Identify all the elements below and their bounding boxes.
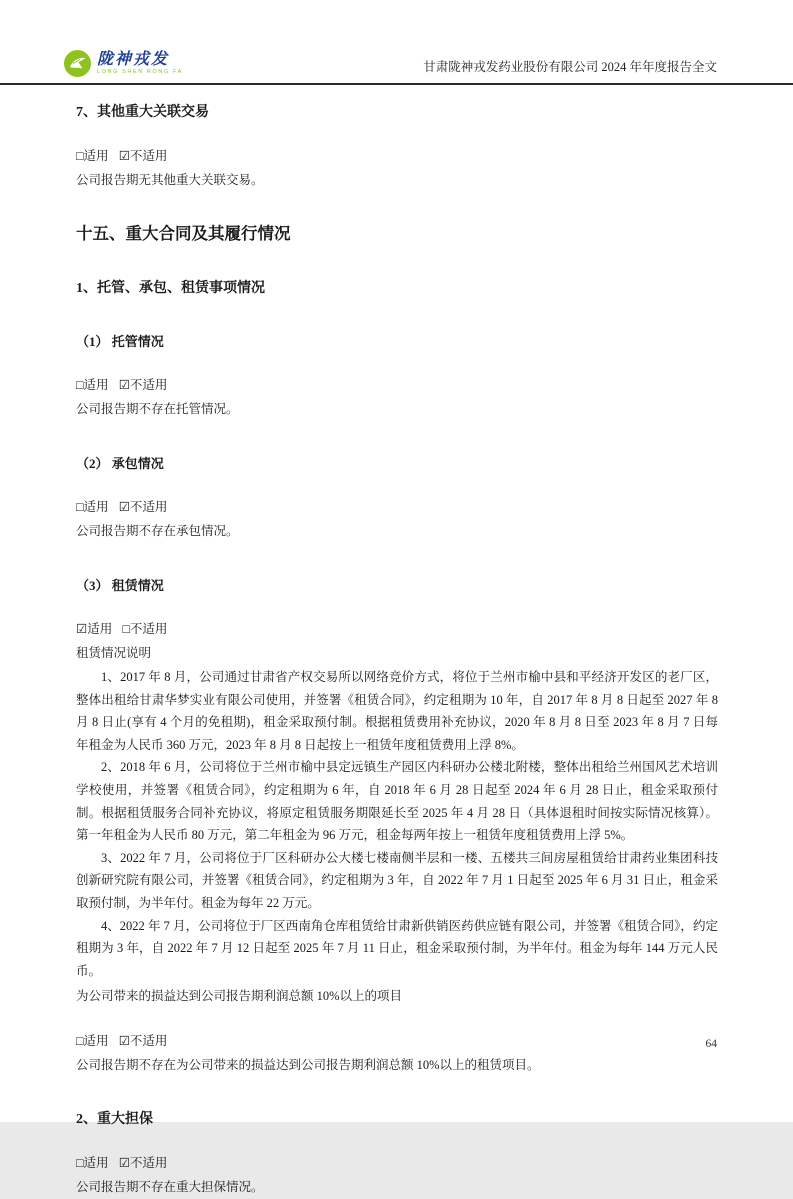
not-applicable-checkbox-label: ☑不适用	[118, 500, 168, 514]
not-applicable-checkbox-label: ☑不适用	[118, 1034, 168, 1049]
company-logo	[64, 50, 183, 83]
paragraph: 公司报告期不存在为公司带来的损益达到公司报告期利润总额 10%以上的租赁项目。	[76, 1058, 540, 1073]
paragraph: 公司报告期不存在托管情况。	[76, 402, 239, 416]
lease-item-2-paragraph: 2、2018 年 6 月，公司将位于兰州市榆中县定远镇生产园区内科研办公楼北附楼，整体出租给兰州国风艺术培训学校使用，并签署《租赁合同》，约定租期为 6 年，自 2018 年 6 月 28 日起至 2024 年 6 月 28 日止，租金采取预付制。根据租赁服务合同补充协议，将原定租赁服务期限延长至 2025 年 4 月 28 日（具体退租时间按实际情况核算）。第一年租金为人民币 80 万元，第二年租金为 96 万元，租金每两年按上一租赁年度租赁费用上浮 5%。	[76, 760, 718, 843]
not-applicable-checkbox-label: ☑不适用	[118, 149, 168, 163]
profit-threshold-note: 为公司带来的损益达到公司报告期利润总额 10%以上的项目	[76, 989, 403, 1004]
chapter-heading-major-contracts: 十五、重大合同及其履行情况	[76, 224, 291, 243]
lease-item-1-paragraph: 1、2017 年 8 月，公司通过甘肃省产权交易所以网络竞价方式，将位于兰州市榆中县和平经济开发区的老厂区，整体出租给甘肃华梦实业有限公司使用，并签署《租赁合同》，约定租期为 10 年，自 2017 年 8 月 8 日起至 2027 年 8 月 8 日止(享有 4 个月的免租期)，租金采取预付制。根据租赁费用补充协议，2020 年 8 月 8 日至 2023 年 8 月 7 日每年租金为人民币 360 万元，2023 年 8 月 8 日起按上一租赁年度租赁费用上浮 8%。	[76, 670, 718, 752]
logo-bird-icon	[64, 50, 91, 77]
applicable-checkbox-label: □适用	[76, 1034, 109, 1049]
clause-heading-contracting: （2） 承包情况	[76, 456, 164, 471]
logo-brand-cn: 陇神戎发	[97, 50, 170, 68]
clause-heading-custody: （1） 托管情况	[76, 334, 164, 349]
document-body	[0, 85, 793, 1199]
lease-item-3-paragraph: 3、2022 年 7 月，公司将位于厂区科研办公大楼七楼南侧半层和一楼、五楼共三间房屋租赁给甘肃药业集团科技创新研究院有限公司，并签署《租赁合同》，约定租期为 3 年，自 2022 年 7 月 1 日起至 2025 年 6 月 31 日止，租金采取预付制，为半年付。租金为每年 22 万元。	[76, 850, 718, 910]
page-header	[0, 0, 793, 85]
logo-brand-en: LONG SHEN RONG FA	[97, 68, 183, 75]
applicable-checkbox-label: □适用	[76, 1156, 109, 1171]
paragraph: 公司报告期不存在承包情况。	[76, 524, 239, 538]
paragraph: 公司报告期不存在重大担保情况。	[76, 1180, 264, 1195]
paragraph: 公司报告期无其他重大关联交易。	[76, 173, 264, 187]
applicable-checkbox-label: ☑适用	[76, 622, 113, 636]
applicability-row	[76, 374, 718, 397]
section-heading-major-guarantees: 2、重大担保	[76, 1112, 153, 1128]
applicability-row	[76, 1152, 718, 1175]
applicable-checkbox-label: □适用	[76, 378, 109, 392]
applicability-row	[76, 496, 718, 519]
lease-item-4-paragraph: 4、2022 年 7 月，公司将位于厂区西南角仓库租赁给甘肃新供销医药供应链有限公司，并签署《租赁合同》，约定租期为 3 年，自 2022 年 7 月 12 日起至 2025 年 7 月 11 日止，租金采取预付制，为半年付。租金为每年 144 万元人民币。	[76, 918, 718, 978]
not-applicable-checkbox-label: □不适用	[122, 622, 168, 636]
section-heading-other-related-transactions: 7、其他重大关联交易	[76, 105, 209, 120]
logo-text	[97, 52, 183, 76]
not-applicable-checkbox-label: ☑不适用	[118, 1156, 168, 1171]
applicable-checkbox-label: □适用	[76, 149, 109, 163]
applicability-row	[76, 618, 718, 641]
lease-description-label: 租赁情况说明	[76, 646, 152, 660]
document-title: 甘肃陇神戎发药业股份有限公司 2024 年年度报告全文	[423, 60, 717, 74]
page-footer	[706, 1038, 718, 1050]
section-heading-custody-contracting-leasing: 1、托管、承包、租赁事项情况	[76, 281, 265, 296]
clause-heading-leasing: （3） 租赁情况	[76, 578, 164, 593]
not-applicable-checkbox-label: ☑不适用	[118, 378, 168, 392]
applicability-row	[76, 1030, 718, 1053]
applicable-checkbox-label: □适用	[76, 500, 109, 514]
page-number: 64	[705, 1038, 717, 1050]
applicability-row	[76, 145, 718, 168]
